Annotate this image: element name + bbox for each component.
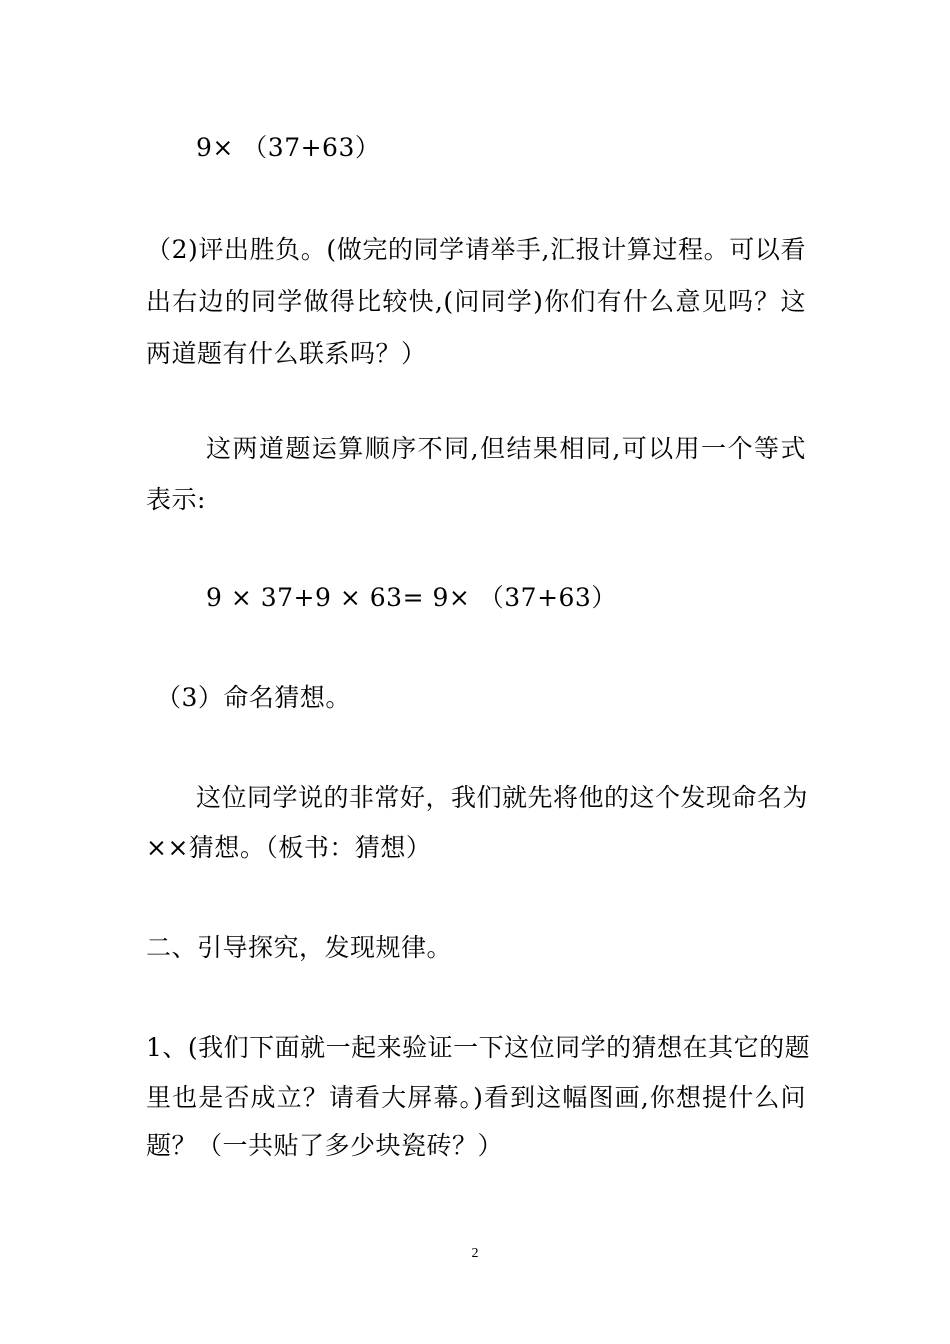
paragraph-line: 两道题有什么联系吗？） bbox=[146, 339, 427, 368]
paragraph-line: 1、(我们下面就一起来验证一下这位同学的猜想在其它的题 bbox=[146, 1033, 811, 1062]
paragraph-line: （2)评出胜负。(做完的同学请举手,汇报计算过程。可以看 bbox=[146, 235, 806, 264]
formula-line: 9× （37+63） bbox=[196, 133, 381, 162]
page-number: 2 bbox=[471, 1246, 479, 1261]
formula-line: 9 × 37+9 × 63= 9× （37+63） bbox=[206, 583, 617, 612]
paragraph-line: ××猜想。（板书：猜想） bbox=[146, 833, 432, 862]
paragraph-line: 出右边的同学做得比较快,(问同学)你们有什么意见吗？这 bbox=[146, 287, 806, 316]
paragraph-line: 这位同学说的非常好，我们就先将他的这个发现命名为 bbox=[196, 783, 809, 812]
section-heading: 二、引导探究，发现规律。 bbox=[146, 933, 453, 962]
paragraph-line: 表示: bbox=[146, 485, 206, 514]
paragraph-line: 题？（一共贴了多少块瓷砖？） bbox=[146, 1131, 504, 1160]
paragraph-line: 里也是否成立？请看大屏幕。)看到这幅图画,你想提什么问 bbox=[146, 1083, 806, 1112]
subheading: （3）命名猜想。 bbox=[156, 683, 351, 712]
paragraph-line: 这两道题运算顺序不同,但结果相同,可以用一个等式 bbox=[206, 434, 806, 463]
